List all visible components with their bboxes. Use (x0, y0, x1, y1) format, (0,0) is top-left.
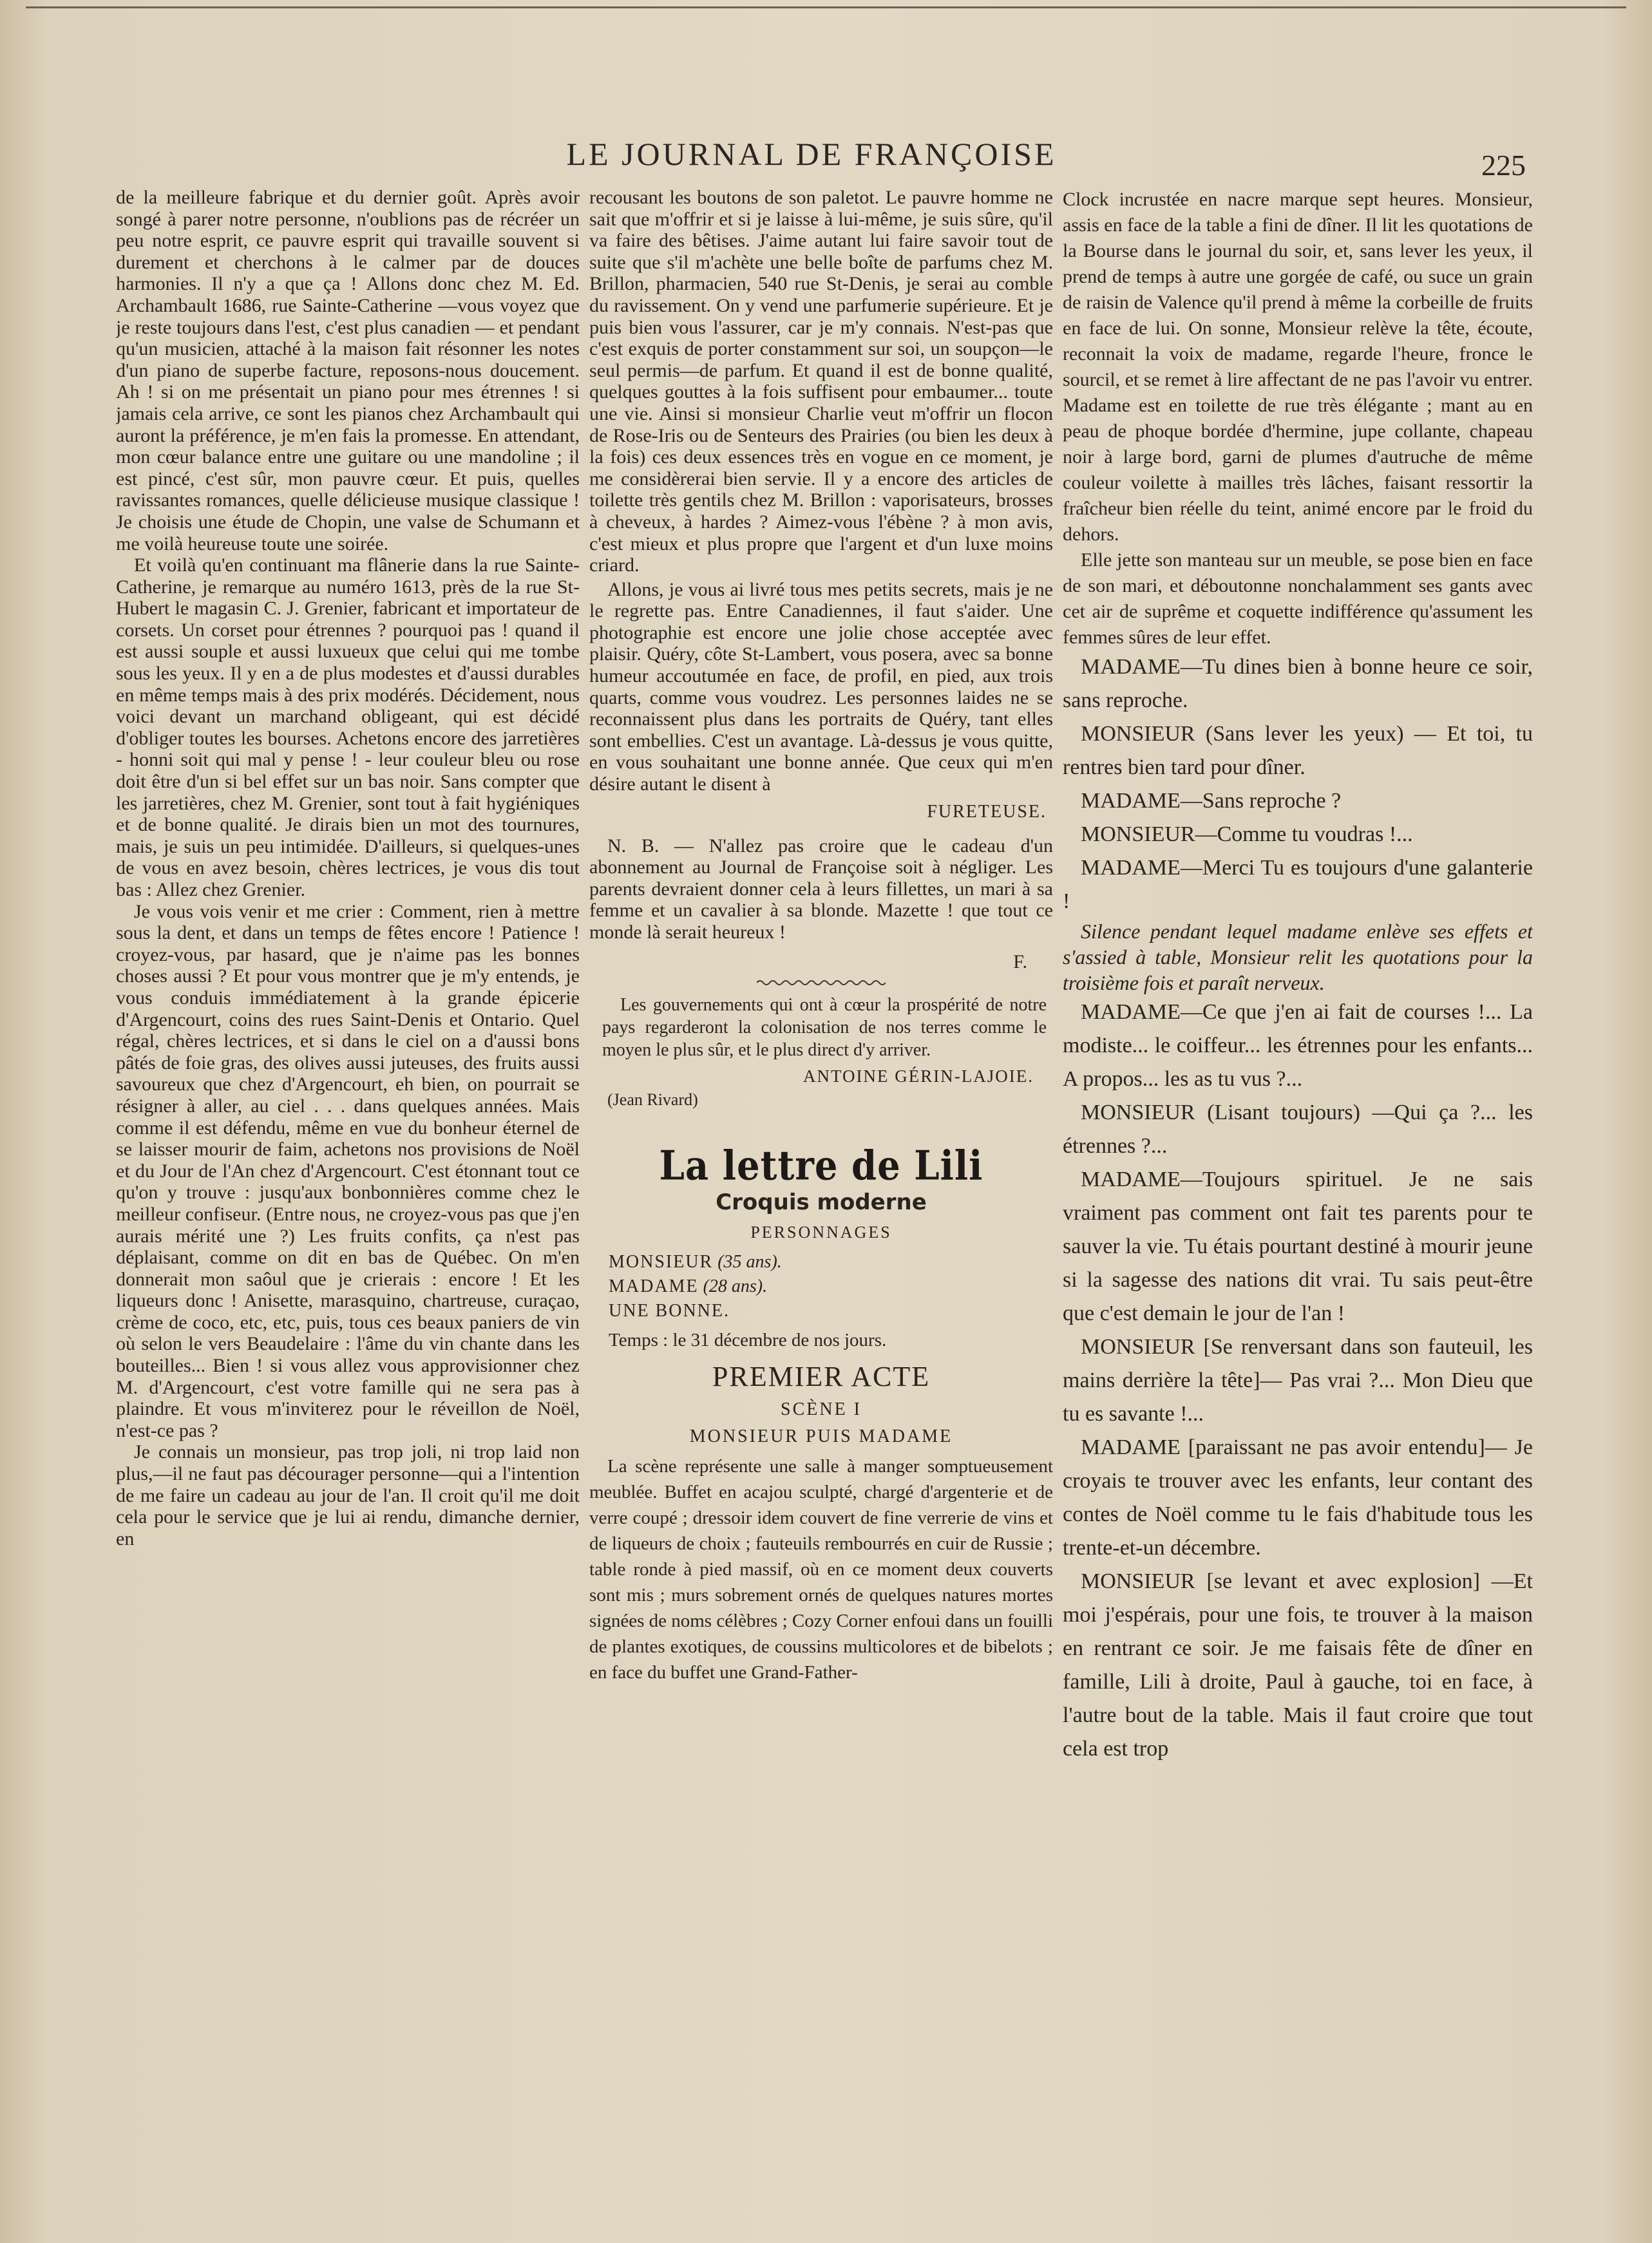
dialogue-line: MONSIEUR (Sans lever les yeux) — Et toi, tu rentres bien tard pour dîner. (1063, 722, 1533, 779)
cast-item: MONSIEUR (35 ans). (609, 1251, 782, 1272)
scene-persons: MONSIEUR PUIS MADAME (689, 1426, 953, 1446)
quotation-author: ANTOINE GÉRIN-LAJOIE. (803, 1066, 1034, 1086)
stage-direction: Silence pendant lequel madame enlève ses effets et s'assied à table, Monsieur relit les quotations pour la troisième fois et paraît nerveux. (1063, 920, 1533, 994)
dialogue-line: MADAME—Ce que j'en ai fait de courses !... La modiste... le coiffeur... les étrennes pour les enfants... A propos... les as tu vus ?... (1063, 1000, 1533, 1091)
paragraph: Je vous vois venir et me crier : Comment, rien à mettre sous la dent, et dans un temps de fêtes encore ! Patience ! croyez-vous, par hasard, que je n'aime pas les bonnes choses aussi ? Et pour vous montrer que je m'y entends, je vous conduis immédiatement à la grande épicerie d'Argencourt, coins des rues Saint-Denis et Ontario. Quel régal, chères lectrices, et si dans le ciel on a d'aussi bons pâtés de foie gras, des olives aussi juteuses, des fruits aussi savoureux que chez d'Argencourt, eh bien, on pourrait se résigner à aller, au ciel . . . dans quelques années. Mais comme il est défendu, même en vue du bonheur éternel de se laisser mourir de faim, achetons nos provisions de Noël et du Jour de l'An chez d'Argencourt. C'est étonnant tout ce qu'on y trouve : jusqu'aux bonbonnières comme chez le meilleur confiseur. (Entre nous, ne croyez-vous pas que j'en aurais mérité une ?) Les fruits confits, ça n'est pas déplaisant, comme on dit en bas de Québec. On m'en donnerait mon saôul que je crierais : encore ! Et les liqueurs donc ! Anisette, marasquino, chartreuse, curaçao, crème de coco, etc, etc, puis, tous ces beaux paniers de vin où selon le vers Beaudelaire : l'âme du vin chante dans les bouteilles... Bien ! si vous allez vous approvisionner chez M. d'Argencourt, c'est votre famille qui ne sera pas à plaindre. Et vous m'inviterez pour le réveillon de Noël, n'est-ce pas ? (116, 900, 580, 1441)
page-number: 225 (1481, 149, 1526, 182)
dialogue-line: MONSIEUR [Se renversant dans son fauteuil, les mains derrière la tête]— Pas vrai ?... Mon Dieu que tu es savante !... (1063, 1335, 1533, 1426)
stage-direction: Clock incrustée en nacre marque sept heures. Monsieur, assis en face de la table a fini de dîner. Il lit les quotations de la Bourse dans le journal du soir, et, sans lever les yeux, il prend de temps à autre une gorgée de café, ou suce un grain de raisin de Valence qu'il prend à même la corbeille de fruits en face de lui. On sonne, Monsieur relève la tête, écoute, reconnait la voix de madame, regarde l'heure, fronce le sourcil, et se remet à lire affectant de ne pas l'avoir vu entrer. Madame est en toilette de rue très élégante ; mant au en peau de phoque bordée d'hermine, jupe collante, chapeau noir à large bord, garni de plumes d'autruche de même couleur voilette à mailles très lâches, faisant ressortir la fraîcheur bien réelle du teint, animé encore par le froid du dehors. (1063, 189, 1533, 545)
ornamental-squiggle (757, 978, 886, 987)
dialogue-line: MONSIEUR [se levant et avec explosion] —Et moi j'espérais, pour une fois, te trouver à la maison en rentrant ce soir. Je me faisais fête de dîner en famille, Lili à droite, Paul à gauche, toi en face, à l'autre bout de la table. Mais il faut croire que tout cela est trop (1063, 1569, 1533, 1761)
dialogue-line: MONSIEUR—Comme tu voudras !... (1081, 822, 1413, 846)
quotation: Les gouvernements qui ont à cœur la prospérité de notre pays regarderont la colonisation de nos terres comme le moyen le plus sûr, et le plus direct d'y arriver. (602, 994, 1047, 1060)
dialogue-line: MADAME—Toujours spirituel. Je ne sais vraiment pas comment ont fait tes parents pour te sauver la vie. Tu étais pourtant destiné à mourir jeune si la sagesse des nations dit vrai. Tu sais peut-être que c'est demain le jour de l'an ! (1063, 1168, 1533, 1325)
author-signature: FURETEUSE. (927, 801, 1047, 822)
column-right (1063, 187, 1533, 2215)
paragraph: Et voilà qu'en continuant ma flânerie dans la rue Sainte-Catherine, je remarque au numéro 1613, près de la rue St-Hubert le magasin C. J. Grenier, fabricant et importateur de corsets. Un corset pour étrennes ? pourquoi pas ! quand il est aussi souple et aussi luxueux que celui qui me tombe sous les yeux. Il y en a de plus modestes et d'aussi durables en même temps mais à des prix modérés. Décidement, nous voici devant un marchand obligeant, qui est décidé d'obliger toutes les bourses. Achetons encore des jarretières - honni soit qui mal y pense ! - leur couleur bleu ou rose doit être d'un si bel effet sur un bas noir. Sans compter que les jarretières, chez M. Grenier, sont tout à fait hygiéniques et de bonne qualité. Je dirais bien un mot des tournures, mais, je suis un peu intimidée. D'ailleurs, si quelques-unes de vous en avez besoin, chères lectrices, je vous dis tout bas : Allez chez Grenier. (116, 554, 580, 900)
play-time: Temps : le 31 décembre de nos jours. (609, 1329, 887, 1350)
paragraph: recousant les boutons de son paletot. Le pauvre homme ne sait que m'offrir et si je laisse à lui-même, je suis sûre, qu'il va faire des bêtises. J'aime autant lui faire savoir tout de suite que s'il m'achète une belle boîte de parfums chez M. Brillon, pharmacien, 540 rue St-Denis, je serai au comble du ravissement. On y vend une parfumerie supérieure. Et je puis bien vous l'assurer, car je m'y connais. N'est-pas que c'est exquis de porter constamment sur soi, un soupçon—le seul permis—de parfum. Et quand il est de bonne qualité, quelques gouttes à la fois suffisent pour embaumer... toute une vie. Ainsi si monsieur Charlie veut m'offrir un flocon de Rose-Iris ou de Senteurs des Prairies (ou bien les deux à la fois) ces deux essences très en vogue en ce moment, je me considèrerai bien servie. Il y a encore des articles de toilette très gentils chez M. Brillon : vaporisateurs, brosses à cheveux, à hardes ? Aimez-vous l'ébène ? à mon avis, c'est mieux et plus propre que l'argent et d'un luxe moins criard. (589, 187, 1053, 576)
act-heading: PREMIER ACTE (712, 1360, 931, 1392)
dialogue-line: MADAME [paraissant ne pas avoir entendu]— Je croyais te trouver avec les enfants, leur contant des contes de Noël comme tu le fais d'habitude tous les trente-et-un décembre. (1063, 1435, 1533, 1560)
running-title: LE JOURNAL DE FRANÇOISE (566, 136, 1057, 172)
play-subtitle: Croquis moderne (716, 1189, 927, 1215)
cast-item: UNE BONNE. (609, 1300, 730, 1321)
dialogue-line: MONSIEUR (Lisant toujours) —Qui ça ?... les étrennes ?... (1063, 1101, 1533, 1158)
cast-item: MADAME (28 ans). (609, 1276, 768, 1296)
play-title: La lettre de Lili (659, 1141, 983, 1189)
column-left (116, 187, 580, 2215)
nb-initial: F. (1013, 951, 1027, 972)
paragraph: Allons, je vous ai livré tous mes petits secrets, mais je ne le regrette pas. Entre Canadiennes, il faut s'aider. Une photographie est encore une jolie chose acceptée avec plaisir. Quéry, côte St-Lambert, vous posera, avec sa bonne humeur accoutumée en face, de profil, en pied, aux trois quarts, comme vous voudrez. Les personnes laides ne se reconnaissent plus dans les portraits de Quéry, tant elles sont embellies. C'est un avantage. Là-dessus je vous quitte, en vous souhaitant une bonne année. Que ceux qui m'en désire autant le disent à (589, 578, 1053, 795)
cast-list (609, 1250, 1053, 1323)
column-middle (589, 187, 1053, 2215)
personnages-heading: PERSONNAGES (750, 1222, 892, 1242)
dialogue-line: MADAME—Sans reproche ? (1081, 789, 1342, 813)
paragraph: Je connais un monsieur, pas trop joli, ni trop laid non plus,—il ne faut pas décourager personne—qui a l'intention de me faire un cadeau au jour de l'an. Il croit qu'il me doit cela pour le service que je lui ai rendu, dimanche dernier, en (116, 1441, 580, 1549)
quotation-source: (Jean Rivard) (607, 1090, 698, 1109)
paragraph: de la meilleure fabrique et du dernier goût. Après avoir songé à parer notre personne, n'oublions pas de récréer un peu notre esprit, ce pauvre esprit qui travaille souvent si durement et cherchons à le calmer par de douces harmonies. Il n'y a que ça ! Allons donc chez M. Ed. Archambault 1686, rue Sainte-Catherine —vous voyez que je reste toujours dans l'est, c'est plus canadien — et pendant qu'un musicien, attaché à la maison fait résonner les notes d'un piano de superbe facture, reposons-nous doucement. Ah ! si on me présentait un piano pour mes étrennes ! si jamais cela arrive, ce sont les pianos chez Archambault qui auront la préférence, je m'en fais la promesse. En attendant, mon cœur balance entre une guitare ou une mandoline ; il est pincé, c'est sûr, mon pauvre cœur. Et puis, quelles ravissantes romances, quelle délicieuse musique classique ! Je choisis une étude de Chopin, une valse de Schumann et me voilà heureuse toute une soirée. (116, 187, 580, 554)
nota-bene: N. B. — N'allez pas croire que le cadeau d'un abonnement au Journal de Françoise soit à négliger. Les parents devraient donner cela à leurs fillettes, un mari à sa femme et un cavalier à sa blonde. Mazette ! que tout ce monde là serait heureux ! (589, 835, 1053, 943)
dialogue-line: MADAME—Tu dines bien à bonne heure ce soir, sans reproche. (1063, 655, 1533, 712)
stage-direction: Elle jette son manteau sur un meuble, se pose bien en face de son mari, et déboutonne nonchalamment ses gants avec cet air de suprême et coquette indifférence qu'assument les femmes sûres de leur effet. (1063, 549, 1533, 648)
top-rule (26, 6, 1626, 8)
stage-direction: La scène représente une salle à manger somptueusement meublée. Buffet en acajou sculpté, chargé d'argenterie et de verre coupé ; dressoir idem couvert de fine verrerie de vins et de liqueurs de choix ; fauteuils rembourrés en cuir de Russie ; table ronde à pied massif, où en ce moment deux couverts sont mis ; murs sobrement ornés de quelques natures mortes signées de noms célèbres ; Cozy Corner enfoui dans un fouilli de plantes exotiques, de coussins multicolores et de bibelots ; en face du buffet une Grand-Father- (589, 1455, 1053, 1683)
scene-heading: SCÈNE I (781, 1399, 862, 1419)
dialogue-line: MADAME—Merci Tu es toujours d'une galanterie ! (1063, 856, 1533, 913)
